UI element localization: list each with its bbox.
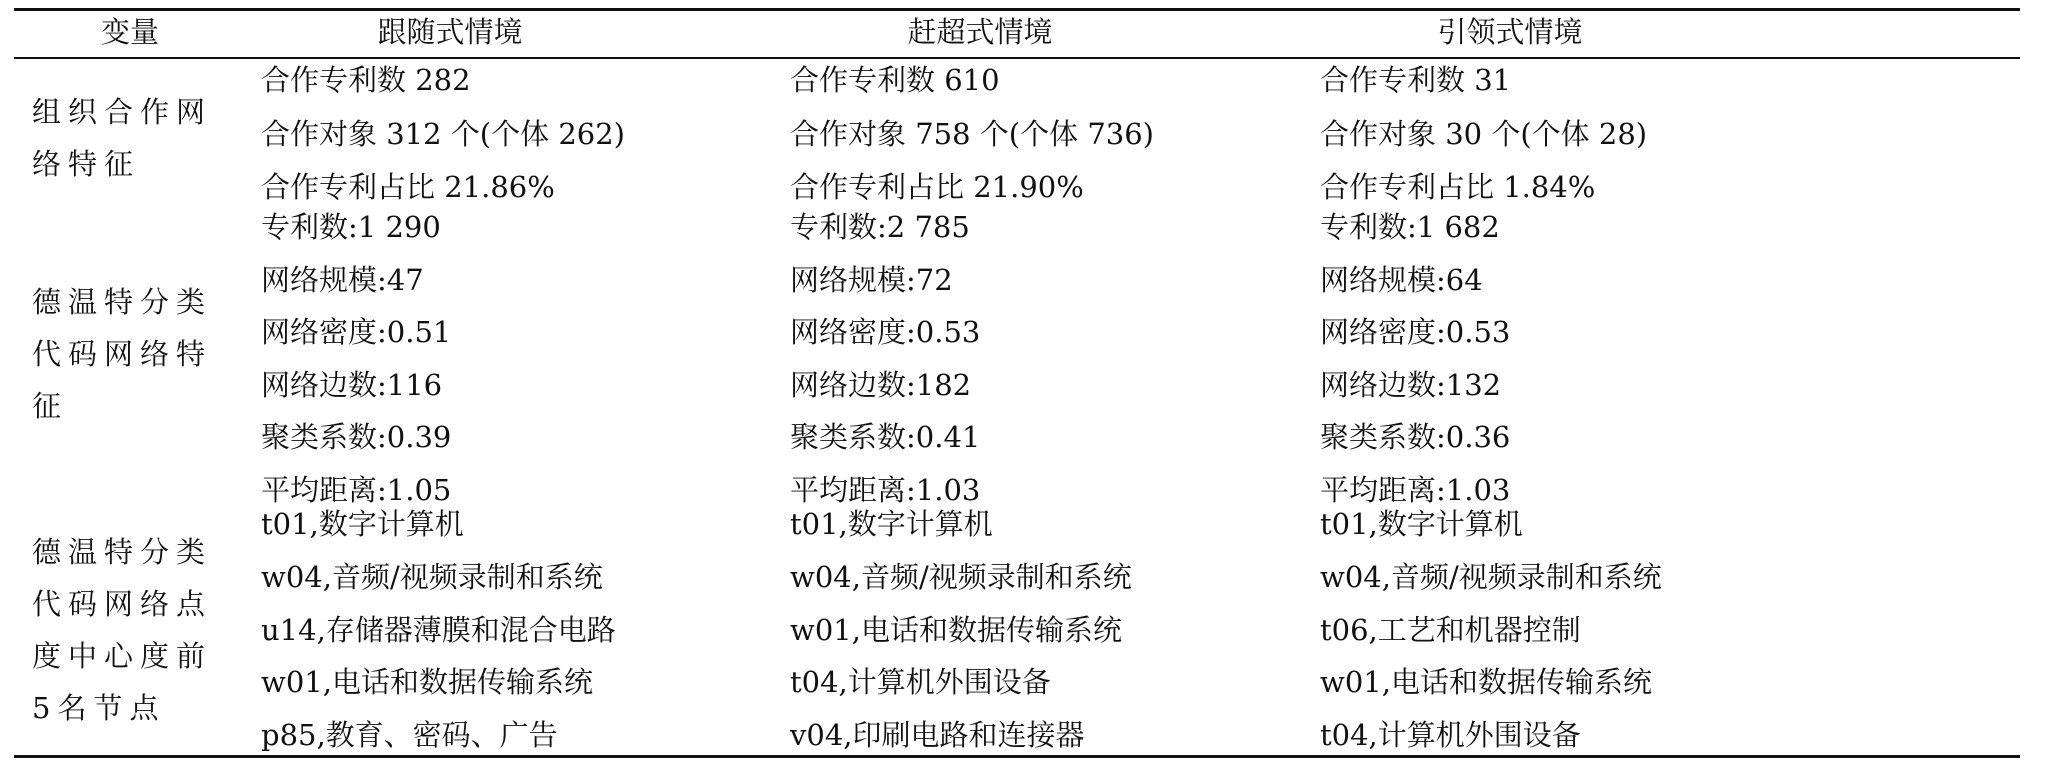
cell: 网络规模:47 [261,263,424,297]
cell: 网络规模:72 [790,263,953,297]
header-following: 跟随式情境 [377,15,523,49]
cell: 聚类系数:0.36 [1320,420,1511,454]
cell: 网络边数:182 [790,368,972,402]
cell: 合作专利数 610 [790,63,1000,97]
cell: 合作专利占比 21.86% [261,170,555,204]
cell: 专利数:1 682 [1320,210,1500,244]
cell: t04,计算机外围设备 [790,665,1051,699]
cell: t01,数字计算机 [1320,507,1523,541]
cell: w01,电话和数据传输系统 [790,613,1122,647]
cell: w04,音频/视频录制和系统 [790,560,1132,594]
cell: u14,存储器薄膜和混合电路 [261,613,616,647]
cell: v04,印刷电路和连接器 [790,718,1085,752]
cell: 合作专利占比 1.84% [1320,170,1596,204]
cell: p85,教育、密码、广告 [261,718,558,752]
cell: 网络密度:0.53 [1320,315,1511,349]
cell: 聚类系数:0.41 [790,420,981,454]
cell: 平均距离:1.05 [261,473,452,507]
cell: 合作专利数 282 [261,63,471,97]
cell: 合作专利数 31 [1320,63,1512,97]
cell: 平均距离:1.03 [790,473,981,507]
cell: 网络边数:132 [1320,368,1502,402]
cell: 合作专利占比 21.90% [790,170,1084,204]
row-label-dwpi-network: 德温特分类代码网络特征 [32,285,213,423]
row-label-org-network: 组织合作网络特征 [32,95,213,181]
table-top-rule [14,8,2020,11]
cell: 网络边数:116 [261,368,443,402]
table-header-rule [14,57,2020,59]
header-leading: 引领式情境 [1437,15,1583,49]
cell: w04,音频/视频录制和系统 [261,560,603,594]
cell: t04,计算机外围设备 [1320,718,1581,752]
cell: w04,音频/视频录制和系统 [1320,560,1662,594]
cell: 专利数:1 290 [261,210,441,244]
cell: 网络密度:0.51 [261,315,452,349]
cell: 网络规模:64 [1320,263,1483,297]
row-label-top5-nodes: 德温特分类代码网络点度中心度前5名节点 [32,535,213,725]
header-catching-up: 赶超式情境 [907,15,1053,49]
cell: 合作对象 312 个(个体 262) [261,117,625,151]
cell: t01,数字计算机 [261,507,464,541]
cell: 平均距离:1.03 [1320,473,1511,507]
cell: t06,工艺和机器控制 [1320,613,1581,647]
cell: 合作对象 30 个(个体 28) [1320,117,1648,151]
header-variable: 变量 [100,15,160,49]
cell: t01,数字计算机 [790,507,993,541]
cell: w01,电话和数据传输系统 [261,665,593,699]
table-bottom-rule [14,755,2020,758]
cell: 聚类系数:0.39 [261,420,452,454]
cell: 网络密度:0.53 [790,315,981,349]
cell: 合作对象 758 个(个体 736) [790,117,1154,151]
cell: w01,电话和数据传输系统 [1320,665,1652,699]
cell: 专利数:2 785 [790,210,970,244]
